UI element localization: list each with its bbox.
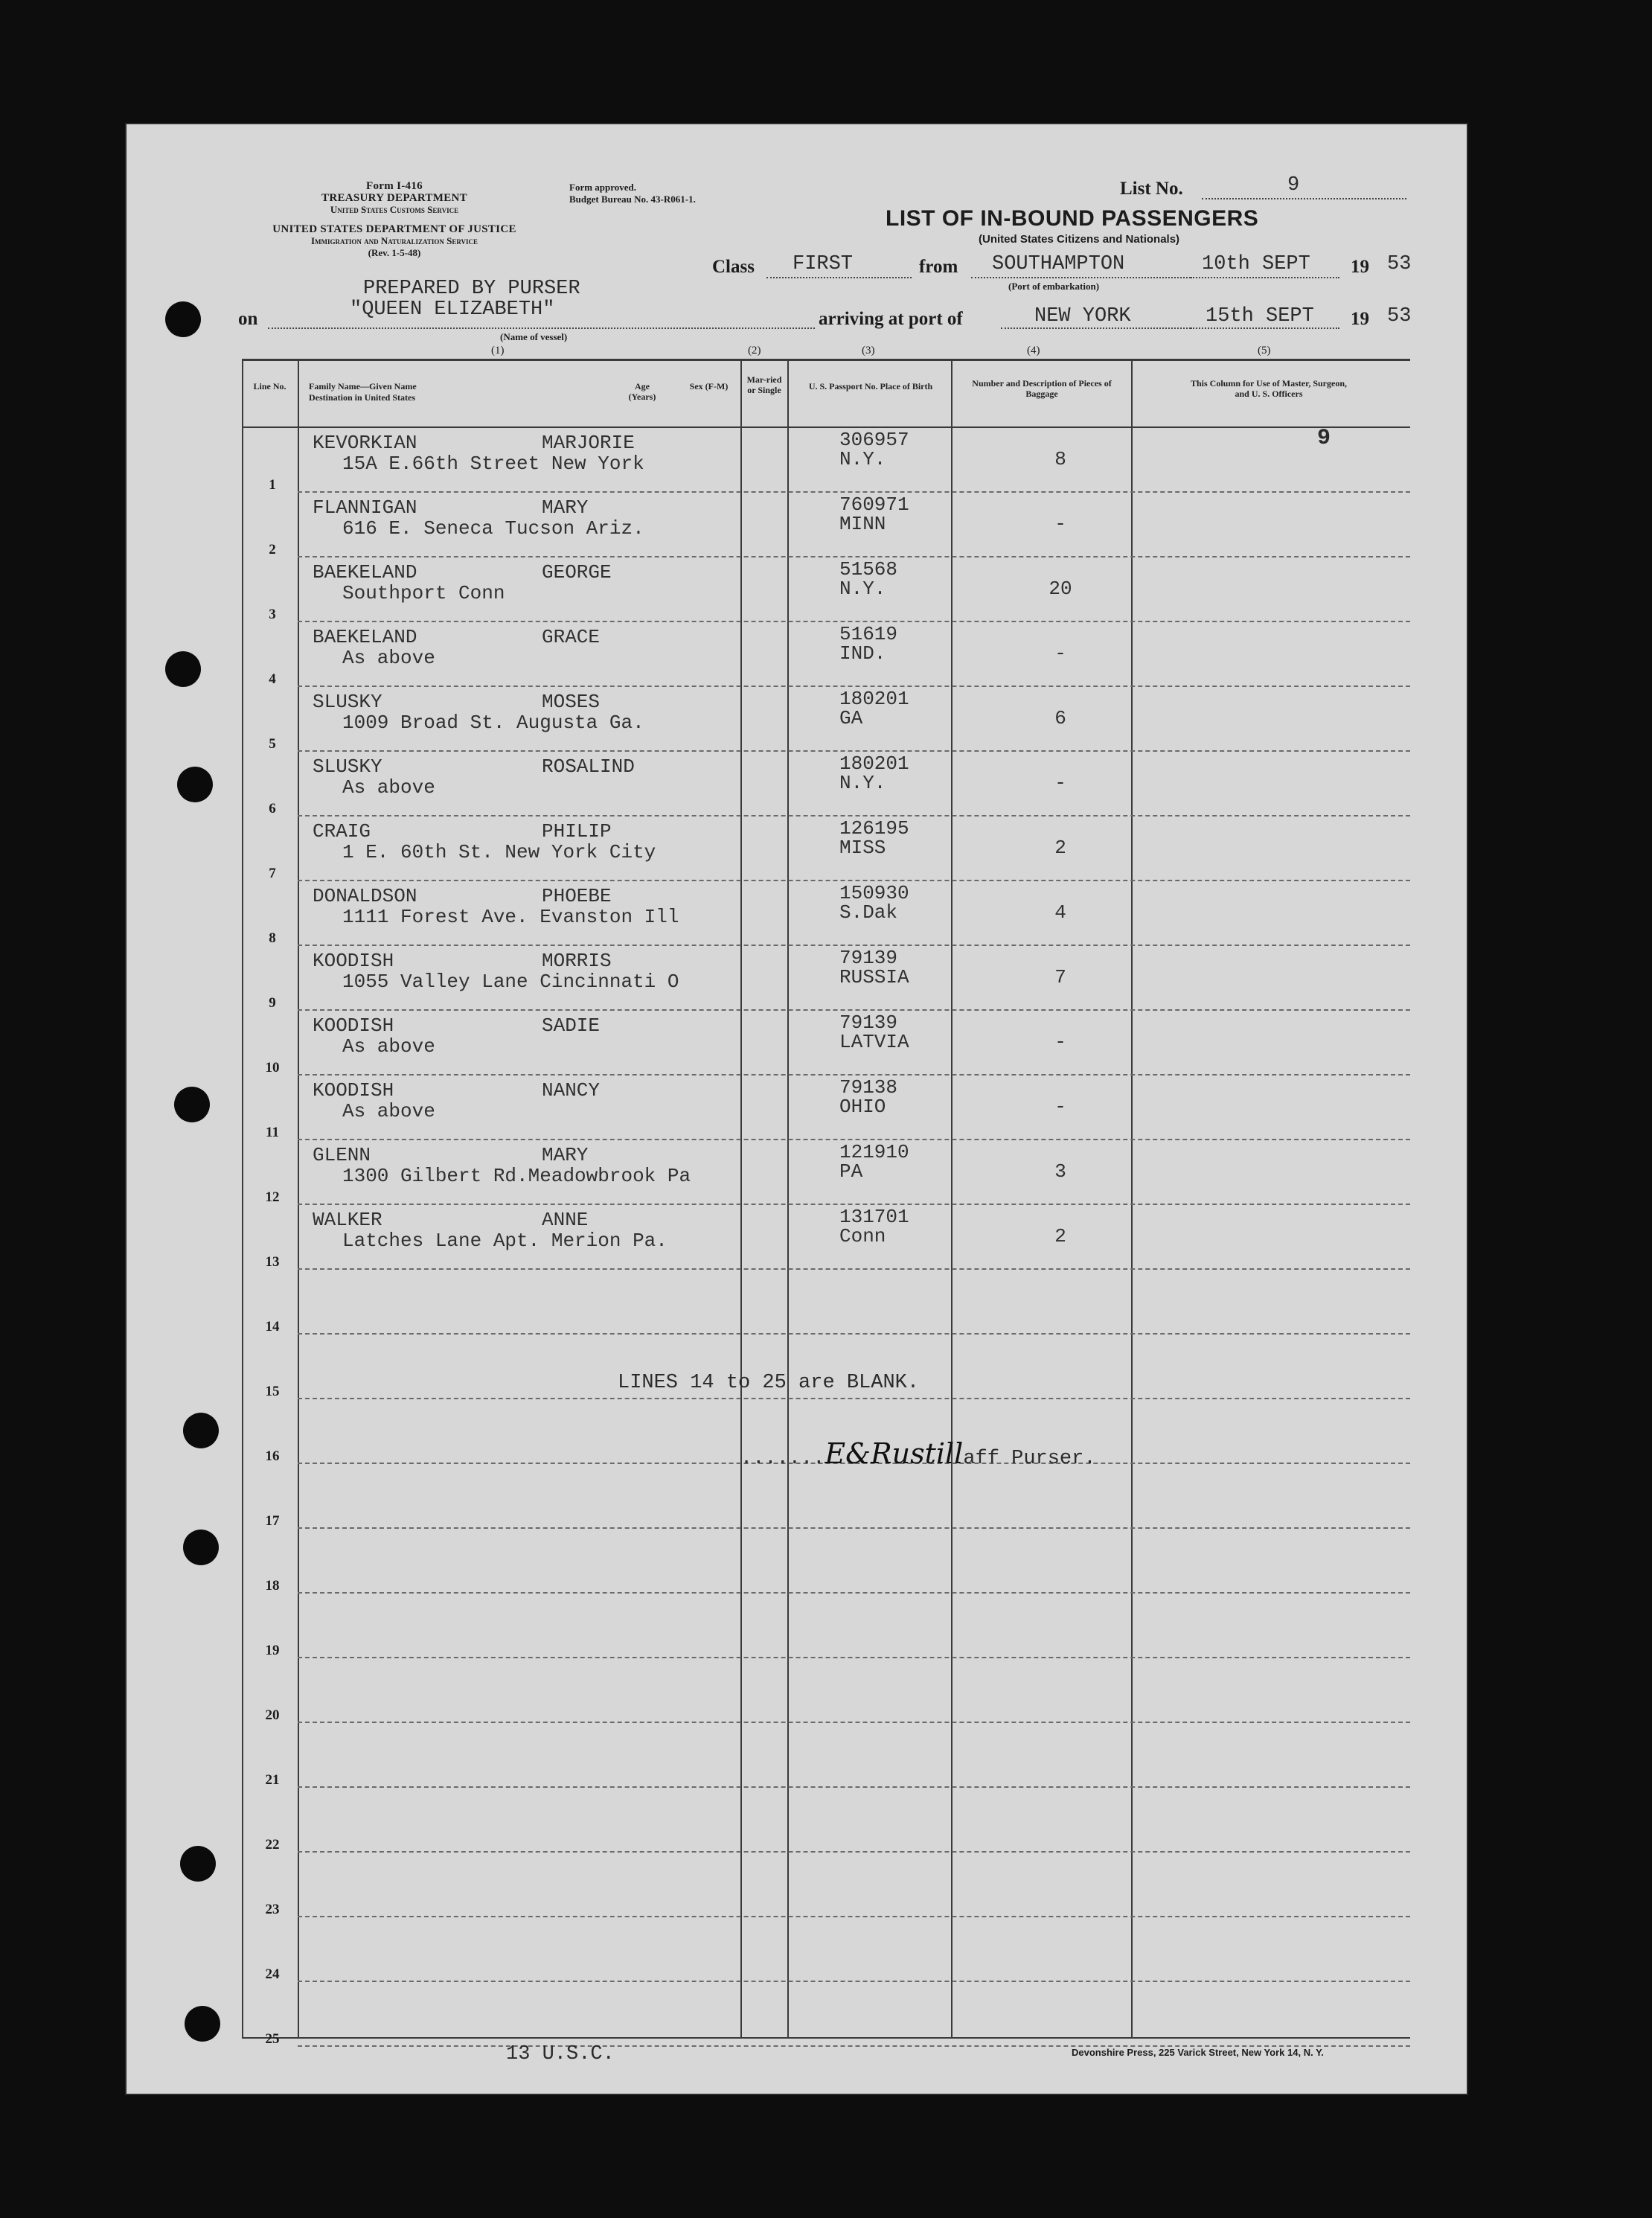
- prepared-by: PREPARED BY PURSER: [363, 278, 580, 300]
- handwritten-signature: E&Rustill: [825, 1437, 964, 1470]
- passenger-birthplace: IND.: [839, 642, 886, 665]
- arrival-date-line: [1191, 327, 1339, 329]
- passenger-family-name: BAEKELAND: [313, 626, 417, 648]
- passenger-given-name: MARJORIE: [542, 432, 635, 454]
- passenger-address: As above: [342, 1100, 435, 1122]
- row-rule: [298, 556, 1410, 557]
- customs-service: United States Customs Service: [330, 204, 459, 215]
- revision: (Rev. 1-5-48): [368, 247, 421, 258]
- line-no-divider: [298, 359, 299, 2037]
- col-num-1: (1): [491, 345, 505, 357]
- row-rule: [298, 750, 1410, 752]
- line-number: 19: [265, 1643, 280, 1658]
- line-number: 23: [265, 1902, 280, 1917]
- line-number: 7: [269, 866, 276, 881]
- passenger-birthplace: N.Y.: [839, 578, 886, 600]
- punch-hole: [165, 301, 201, 337]
- manifest-page: [125, 123, 1468, 2095]
- line-number: 1: [269, 477, 276, 493]
- passenger-family-name: SLUSKY: [313, 691, 382, 713]
- passport-divider: [951, 359, 953, 2037]
- header-age: Age (Years): [628, 381, 656, 402]
- passenger-birthplace: MISS: [839, 837, 886, 859]
- passenger-birthplace: MINN: [839, 513, 886, 535]
- passenger-family-name: KOODISH: [313, 1079, 394, 1102]
- vessel-name: "QUEEN ELIZABETH": [350, 298, 555, 321]
- passenger-given-name: ANNE: [542, 1209, 589, 1231]
- row-rule: [298, 1786, 1410, 1788]
- row-rule: [298, 1074, 1410, 1076]
- row-rule: [298, 815, 1410, 816]
- passenger-family-name: GLENN: [313, 1144, 371, 1166]
- passenger-address: 1111 Forest Ave. Evanston Ill: [342, 906, 679, 928]
- passenger-birthplace: S.Dak: [839, 901, 898, 924]
- passenger-birthplace: LATVIA: [839, 1031, 909, 1053]
- line-number: 8: [269, 930, 276, 946]
- passenger-passport-no: 79138: [839, 1076, 898, 1099]
- passenger-birthplace: N.Y.: [839, 772, 886, 794]
- signature-purser: [740, 1437, 1096, 1470]
- passenger-passport-no: 131701: [839, 1206, 909, 1228]
- list-no-label: List No.: [1120, 179, 1183, 199]
- punch-hole: [165, 651, 201, 687]
- passenger-given-name: MARY: [542, 496, 589, 519]
- justice-department: UNITED STATES DEPARTMENT OF JUSTICE: [272, 223, 516, 235]
- row-rule: [298, 1398, 1410, 1399]
- passenger-baggage: 6: [1054, 707, 1066, 729]
- passenger-birthplace: GA: [839, 707, 863, 729]
- header-family-name: Family Name—Given Name: [309, 381, 417, 391]
- line-number: 16: [265, 1448, 280, 1464]
- passenger-baggage: -: [1054, 513, 1066, 535]
- passenger-baggage: 4: [1054, 901, 1066, 924]
- depart-year-prefix: 19: [1351, 257, 1369, 277]
- class-value: FIRST: [793, 253, 854, 275]
- header-line-no: Line No.: [253, 381, 286, 391]
- passenger-family-name: KOODISH: [313, 950, 394, 972]
- passenger-passport-no: 79139: [839, 947, 898, 969]
- passenger-passport-no: 760971: [839, 493, 909, 516]
- passenger-given-name: PHILIP: [542, 820, 612, 843]
- line-number: 14: [265, 1319, 280, 1335]
- passenger-baggage: 2: [1054, 1225, 1066, 1247]
- row-rule: [298, 1592, 1410, 1594]
- blank-lines-note: LINES 14 to 25 are BLANK.: [618, 1372, 920, 1394]
- passenger-given-name: SADIE: [542, 1014, 601, 1037]
- passenger-birthplace: RUSSIA: [839, 966, 909, 988]
- form-approved: Form approved.: [569, 182, 637, 193]
- passenger-given-name: GRACE: [542, 626, 601, 648]
- line-number: 25: [265, 2031, 280, 2047]
- passenger-given-name: ROSALIND: [542, 755, 635, 778]
- header-destination: Destination in United States: [309, 392, 416, 403]
- punch-hole: [177, 767, 213, 802]
- passenger-passport-no: 150930: [839, 882, 909, 904]
- row-rule: [298, 1333, 1410, 1335]
- row-rule: [298, 880, 1410, 881]
- passenger-given-name: MORRIS: [542, 950, 612, 972]
- col-num-2: (2): [748, 345, 761, 357]
- row-rule: [298, 685, 1410, 687]
- form-number: Form I-416: [366, 180, 423, 192]
- passenger-family-name: SLUSKY: [313, 755, 382, 778]
- manifest-subtitle: (United States Citizens and Nationals): [979, 233, 1180, 246]
- passenger-baggage: -: [1054, 642, 1066, 665]
- line-number: 12: [265, 1189, 280, 1205]
- row-rule: [298, 621, 1410, 622]
- department-name: TREASURY DEPARTMENT: [321, 192, 467, 204]
- from-label: from: [919, 257, 958, 277]
- passenger-address: As above: [342, 776, 435, 799]
- passenger-address: 15A E.66th Street New York: [342, 453, 644, 475]
- line-number: 4: [269, 671, 276, 687]
- passenger-baggage: -: [1054, 1031, 1066, 1053]
- header-sex: Sex (F-M): [689, 381, 729, 391]
- passenger-given-name: NANCY: [542, 1079, 601, 1102]
- passenger-address: 1 E. 60th St. New York City: [342, 841, 656, 863]
- arrival-date: 15th SEPT: [1206, 305, 1314, 327]
- on-label: on: [238, 309, 258, 329]
- table-left-edge: [242, 359, 243, 2037]
- col-num-4: (4): [1027, 345, 1040, 357]
- punch-hole: [174, 1087, 210, 1122]
- vessel-caption: (Name of vessel): [500, 331, 568, 342]
- class-label: Class: [712, 257, 755, 277]
- port-embark-caption: (Port of embarkation): [1008, 281, 1100, 292]
- passenger-baggage: 7: [1054, 966, 1066, 988]
- line-number: 10: [265, 1060, 280, 1076]
- arrival-port: NEW YORK: [1034, 305, 1131, 327]
- passenger-address: 1055 Valley Lane Cincinnati O: [342, 971, 679, 993]
- passenger-given-name: GEORGE: [542, 561, 612, 584]
- row-rule: [298, 1009, 1410, 1011]
- passenger-family-name: CRAIG: [313, 820, 371, 843]
- table-bottom-rule: [242, 2037, 1410, 2039]
- table-top-rule: [242, 359, 1410, 361]
- passenger-baggage: 2: [1054, 837, 1066, 859]
- passenger-address: 1009 Broad St. Augusta Ga.: [342, 712, 644, 734]
- list-no-value: 9: [1287, 174, 1300, 196]
- passenger-passport-no: 79139: [839, 1011, 898, 1034]
- passenger-address: Latches Lane Apt. Merion Pa.: [342, 1230, 667, 1252]
- line-number: 20: [265, 1707, 280, 1723]
- row-rule: [298, 1527, 1410, 1529]
- line-number: 21: [265, 1772, 280, 1788]
- passenger-family-name: WALKER: [313, 1209, 382, 1231]
- row-rule: [298, 1722, 1410, 1723]
- ins-name: Immigration and Naturalization Service: [310, 235, 478, 246]
- punch-hole: [185, 2006, 220, 2042]
- header-officers: This Column for Use of Master, Surgeon, and U. S. Officers: [1190, 378, 1347, 399]
- line-number: 3: [269, 607, 276, 622]
- footer-law-reference: 13 U.S.C.: [506, 2043, 615, 2065]
- line-number: 2: [269, 542, 276, 557]
- passenger-passport-no: 180201: [839, 752, 909, 775]
- officer-mark: 9: [1317, 426, 1331, 451]
- row-rule: [298, 1851, 1410, 1853]
- arriving-label: arriving at port of: [819, 309, 963, 329]
- col-num-5: (5): [1258, 345, 1271, 357]
- passenger-address: As above: [342, 647, 435, 669]
- passenger-baggage: 3: [1054, 1160, 1066, 1183]
- passenger-baggage: 8: [1054, 448, 1066, 470]
- line-number: 22: [265, 1837, 280, 1853]
- line-number: 5: [269, 736, 276, 752]
- line-number: 13: [265, 1254, 280, 1270]
- from-value: SOUTHAMPTON: [992, 253, 1125, 275]
- header-married: Mar-ried or Single: [746, 374, 782, 395]
- passenger-birthplace: OHIO: [839, 1096, 886, 1118]
- passenger-given-name: MARY: [542, 1144, 589, 1166]
- line-number: 9: [269, 995, 276, 1011]
- passenger-birthplace: N.Y.: [839, 448, 886, 470]
- passenger-given-name: PHOEBE: [542, 885, 612, 907]
- line-number: 18: [265, 1578, 280, 1594]
- line-number: 15: [265, 1384, 280, 1399]
- passenger-address: 616 E. Seneca Tucson Ariz.: [342, 517, 644, 540]
- manifest-title: LIST OF IN-BOUND PASSENGERS: [886, 206, 1259, 231]
- passenger-passport-no: 306957: [839, 429, 909, 451]
- passenger-baggage: 20: [1048, 578, 1072, 600]
- passenger-family-name: DONALDSON: [313, 885, 417, 907]
- line-number: 6: [269, 801, 276, 816]
- row-rule: [298, 1139, 1410, 1140]
- passenger-family-name: KEVORKIAN: [313, 432, 417, 454]
- line-number: 24: [265, 1966, 280, 1982]
- passenger-baggage: -: [1054, 1096, 1066, 1118]
- passenger-baggage: -: [1054, 772, 1066, 794]
- passenger-birthplace: PA: [839, 1160, 863, 1183]
- budget-bureau: Budget Bureau No. 43-R061-1.: [569, 194, 696, 205]
- row-rule: [298, 1268, 1410, 1270]
- signature-dots: .......: [740, 1448, 825, 1470]
- line-number: 11: [266, 1125, 279, 1140]
- passenger-family-name: FLANNIGAN: [313, 496, 417, 519]
- arrival-year-prefix: 19: [1351, 309, 1369, 329]
- printer-credit: Devonshire Press, 225 Varick Street, New York 14, N. Y.: [1072, 2047, 1324, 2058]
- signature-title: aff Purser.: [963, 1448, 1096, 1470]
- vessel-line: [268, 327, 815, 329]
- row-rule: [298, 945, 1410, 946]
- depart-year: 53: [1387, 253, 1412, 275]
- depart-date-line: [1191, 277, 1339, 278]
- passenger-passport-no: 51568: [839, 558, 898, 581]
- punch-hole: [180, 1846, 216, 1882]
- list-no-line: [1202, 198, 1406, 199]
- baggage-divider: [1131, 359, 1133, 2037]
- header-baggage: Number and Description of Pieces of Baggage: [972, 378, 1112, 399]
- passenger-address: Southport Conn: [342, 582, 505, 604]
- row-rule: [298, 1657, 1410, 1658]
- arrival-year: 53: [1387, 305, 1412, 327]
- passenger-passport-no: 121910: [839, 1141, 909, 1163]
- table-header-rule: [242, 426, 1410, 428]
- passenger-passport-no: 180201: [839, 688, 909, 710]
- punch-hole: [183, 1413, 219, 1448]
- col-num-3: (3): [862, 345, 875, 357]
- row-rule: [298, 1981, 1410, 1982]
- line-number: 17: [265, 1513, 280, 1529]
- passenger-given-name: MOSES: [542, 691, 601, 713]
- punch-hole: [183, 1530, 219, 1565]
- passenger-birthplace: Conn: [839, 1225, 886, 1247]
- depart-date: 10th SEPT: [1202, 253, 1310, 275]
- married-divider-left: [740, 359, 742, 2037]
- passenger-family-name: BAEKELAND: [313, 561, 417, 584]
- passenger-family-name: KOODISH: [313, 1014, 394, 1037]
- arrival-port-line: [1001, 327, 1191, 329]
- row-rule: [298, 1916, 1410, 1917]
- from-line: [971, 277, 1191, 278]
- passenger-address: As above: [342, 1035, 435, 1058]
- row-rule: [298, 491, 1410, 493]
- passenger-address: 1300 Gilbert Rd.Meadowbrook Pa: [342, 1165, 691, 1187]
- row-rule: [298, 1204, 1410, 1205]
- married-divider-right: [787, 359, 789, 2037]
- header-passport: U. S. Passport No. Place of Birth: [808, 381, 933, 391]
- passenger-passport-no: 51619: [839, 623, 898, 645]
- class-line: [766, 277, 912, 278]
- passenger-passport-no: 126195: [839, 817, 909, 840]
